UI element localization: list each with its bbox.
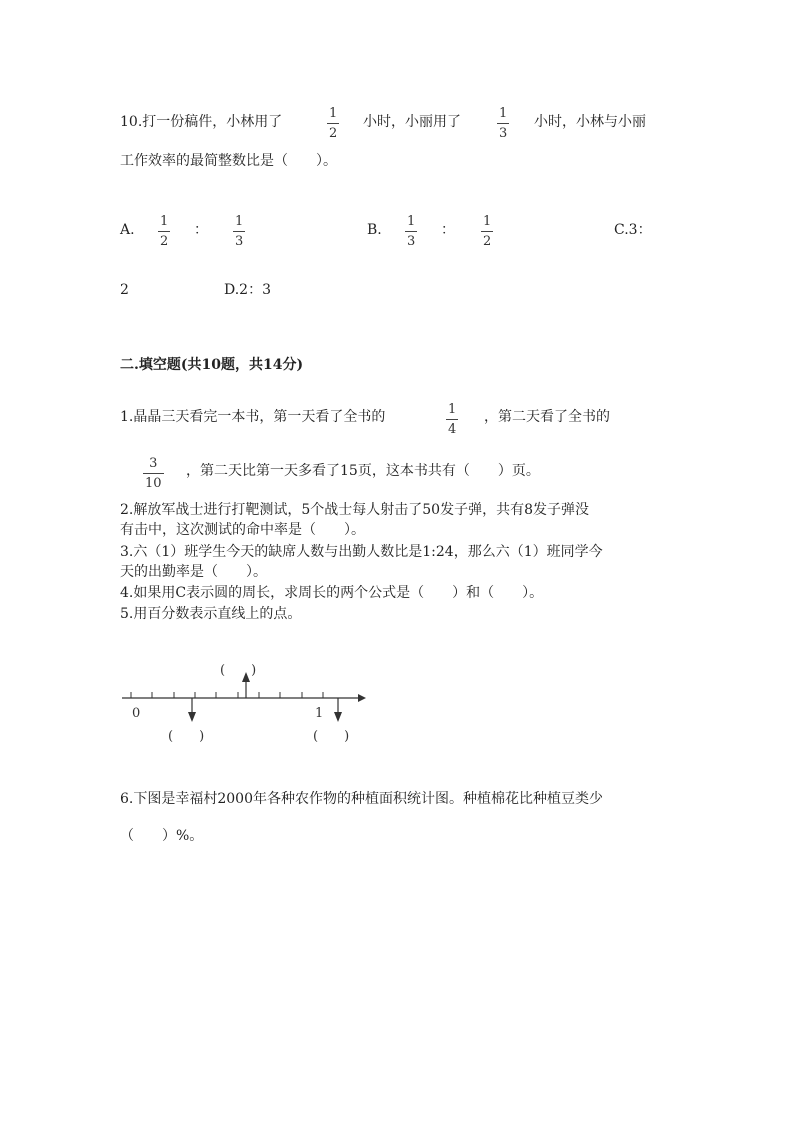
fraction-denominator: 3 xyxy=(499,126,508,141)
q10-option-c: C.3： xyxy=(614,222,652,238)
fill-q1-fraction-1 xyxy=(446,402,458,437)
down-arrow-left-icon xyxy=(188,712,196,722)
fill-q2-line1: 2.解放军战士进行打靶测试，5个战士每人射击了50发子弹，共有8发子弹没 xyxy=(120,502,589,518)
fill-q1-part2: ，第二天看了全书的 xyxy=(484,409,610,425)
fraction-denominator: 4 xyxy=(448,422,457,437)
fraction-numerator: 3 xyxy=(149,456,158,471)
fraction-numerator: 1 xyxy=(499,106,508,121)
fraction-numerator: 1 xyxy=(483,214,492,229)
q10-fraction-1 xyxy=(327,106,339,141)
q10-fraction-2 xyxy=(497,106,509,141)
paren-left: ( ) xyxy=(168,729,205,744)
q10-option-a-fraction-2 xyxy=(233,214,245,249)
q10-option-a-label: A. xyxy=(120,222,135,238)
q10-option-c-continued: 2 xyxy=(120,282,129,298)
q10-text-part1: 10.打一份稿件，小林用了 xyxy=(120,114,283,130)
fraction-denominator: 10 xyxy=(145,476,162,491)
q10-option-b-label: B. xyxy=(367,222,382,238)
q10-option-a-fraction-1 xyxy=(158,214,170,249)
fraction-numerator: 1 xyxy=(407,214,416,229)
fraction-numerator: 1 xyxy=(235,214,244,229)
q10-option-b-fraction-1 xyxy=(405,214,417,249)
fill-q6-line2: （ ）%。 xyxy=(120,828,204,844)
label-one: 1 xyxy=(315,706,324,721)
fraction-denominator: 2 xyxy=(329,126,338,141)
q10-option-b-fraction-2 xyxy=(481,214,493,249)
q10-text-part2: 小时，小丽用了 xyxy=(363,114,461,130)
paren-top: ( ) xyxy=(220,663,257,678)
fraction-numerator: 1 xyxy=(448,402,457,417)
fill-q4: 4.如果用C表示圆的周长，求周长的两个公式是（ ）和（ ）。 xyxy=(120,585,544,601)
down-arrow-right-icon xyxy=(334,712,342,722)
fill-q1-part1: 1.晶晶三天看完一本书，第一天看了全书的 xyxy=(120,409,386,425)
fill-q3-line1: 3.六（1）班学生今天的缺席人数与出勤人数比是1:24，那么六（1）班同学今 xyxy=(120,544,603,560)
fraction-numerator: 1 xyxy=(160,214,169,229)
q10-option-d: D.2：3 xyxy=(224,282,271,298)
fraction-numerator: 1 xyxy=(329,106,338,121)
fill-q1-fraction-2 xyxy=(143,456,164,491)
q10-text-part3: 小时，小林与小丽 xyxy=(534,114,646,130)
q10-option-a-colon: ： xyxy=(194,222,208,238)
number-line-ticks xyxy=(131,692,323,698)
number-line-arrowhead xyxy=(358,694,366,702)
q10-option-b-colon: ： xyxy=(441,222,455,238)
fraction-denominator: 2 xyxy=(160,234,169,249)
q10-text-line2: 工作效率的最简整数比是（ ）。 xyxy=(120,153,337,169)
fill-q3-line2: 天的出勤率是（ ）。 xyxy=(120,564,267,580)
fill-q2-line2: 有击中，这次测试的命中率是（ ）。 xyxy=(120,522,365,538)
section-heading: 二.填空题(共10题，共14分) xyxy=(120,357,304,373)
fraction-denominator: 3 xyxy=(407,234,416,249)
fraction-denominator: 3 xyxy=(235,234,244,249)
number-line-figure xyxy=(110,650,380,750)
fill-q5: 5.用百分数表示直线上的点。 xyxy=(120,606,302,622)
fill-q1-part3: ，第二天比第一天多看了15页，这本书共有（ ）页。 xyxy=(186,463,540,479)
paren-right: ( ) xyxy=(313,729,350,744)
fraction-denominator: 2 xyxy=(483,234,492,249)
fill-q6-line1: 6.下图是幸福村2000年各种农作物的种植面积统计图。种植棉花比种植豆类少 xyxy=(120,791,603,807)
label-zero: 0 xyxy=(132,706,141,721)
